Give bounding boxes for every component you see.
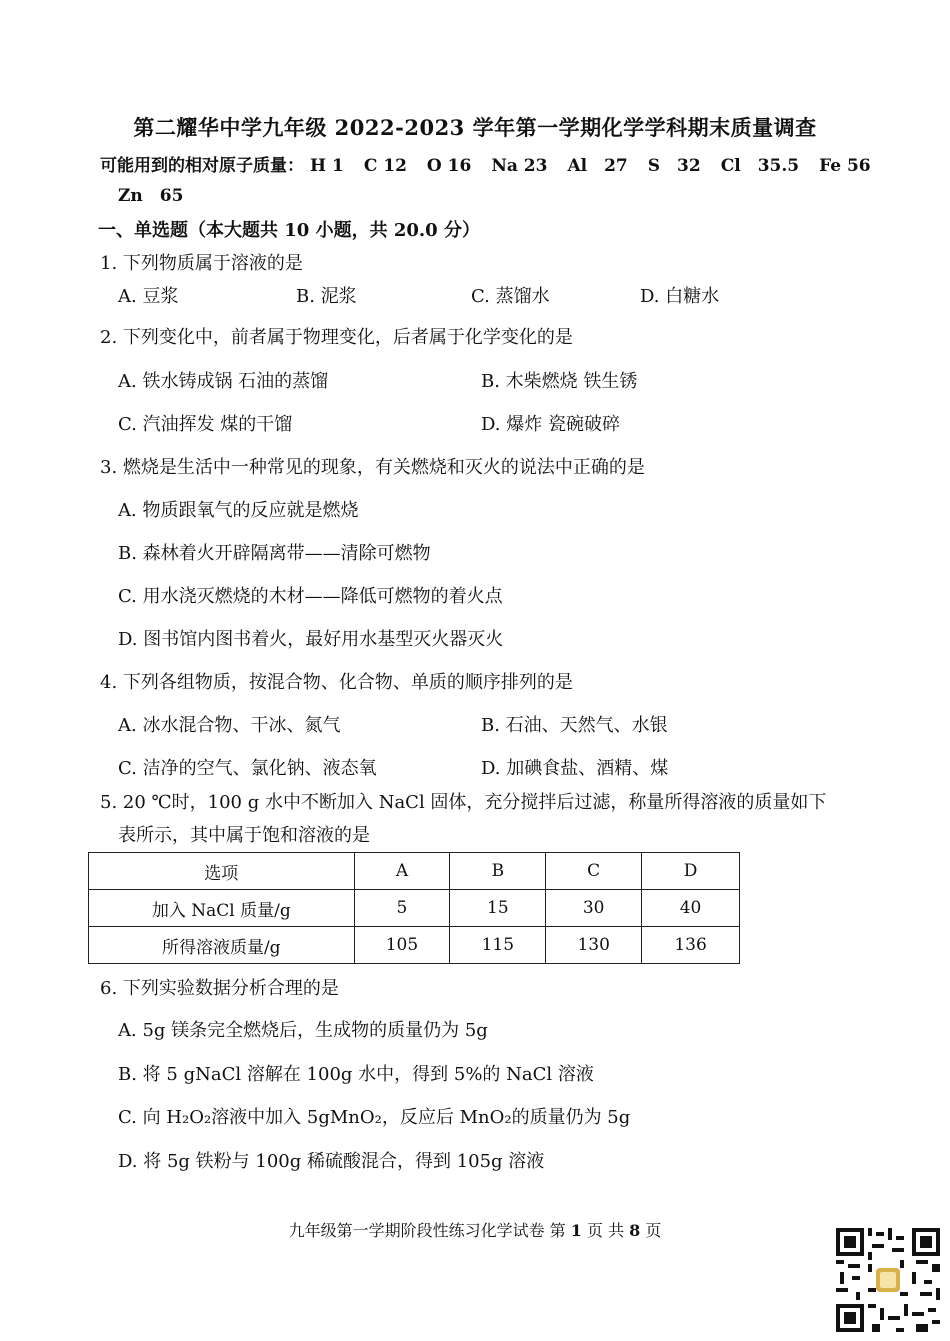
atomic-mass-item: Al 27 [567,156,628,176]
atomic-mass-item: H 1 [310,156,344,176]
q6-option-d: D. 将 5g 铁粉与 100g 稀硫酸混合，得到 105g 溶液 [118,1151,545,1172]
q1-option-a: A. 豆浆 [118,286,179,307]
table-cell: 105 [354,927,450,964]
qr-code-icon [836,1228,940,1332]
table-cell: 5 [354,890,450,927]
page-title: 第二耀华中学九年级 2022-2023 学年第一学期化学学科期末质量调查 [133,115,817,140]
table-cell: 40 [642,890,740,927]
question-3-stem: 3. 燃烧是生活中一种常见的现象，有关燃烧和灭火的说法中正确的是 [100,457,645,478]
atomic-mass-item: Na 23 [491,156,548,176]
q3-option-c: C. 用水浇灭燃烧的木材——降低可燃物的着火点 [118,586,503,607]
q1-option-b: B. 泥浆 [296,286,357,307]
table-cell: 所得溶液质量/g [89,927,355,964]
q4-option-b: B. 石油、天然气、水银 [481,715,668,736]
table-row [89,890,740,927]
q6-option-c: C. 向 H₂O₂溶液中加入 5gMnO₂，反应后 MnO₂的质量仍为 5g [118,1107,631,1128]
footer-total-pages: 8 [629,1221,641,1240]
atomic-mass-item: O 16 [426,156,472,176]
table-cell: 加入 NaCl 质量/g [89,890,355,927]
q5-table [88,852,740,964]
table-cell: 15 [450,890,546,927]
table-cell: A [354,853,450,890]
question-5-stem: 5. 20 ℃时，100 g 水中不断加入 NaCl 固体，充分搅拌后过滤，称量所得溶液的质量如下 [100,792,827,813]
q2-option-c: C. 汽油挥发 煤的干馏 [118,414,293,435]
question-6-stem: 6. 下列实验数据分析合理的是 [100,978,339,999]
atomic-mass-label: 可能用到的相对原子质量： [100,156,304,176]
footer-middle: 页 共 [581,1221,630,1240]
table-cell: 136 [642,927,740,964]
q4-option-d: D. 加碘食盐、酒精、煤 [481,758,669,779]
table-cell: 选项 [89,853,355,890]
table-cell: D [642,853,740,890]
atomic-mass-item: Cl 35.5 [720,156,800,176]
q4-option-c: C. 洁净的空气、氯化钠、液态氧 [118,758,377,779]
footer-page-number: 1 [570,1221,582,1240]
question-1-stem: 1. 下列物质属于溶液的是 [100,253,303,274]
q2-option-b: B. 木柴燃烧 铁生锈 [481,371,638,392]
q4-option-a: A. 冰水混合物、干冰、氮气 [118,715,341,736]
table-cell: 30 [546,890,642,927]
q3-option-d: D. 图书馆内图书着火，最好用水基型灭火器灭火 [118,629,504,650]
atomic-mass-item: S 32 [647,156,701,176]
q3-option-a: A. 物质跟氧气的反应就是燃烧 [118,500,359,521]
footer-suffix: 页 [640,1221,662,1240]
page-footer [0,1218,950,1241]
table-cell: 115 [450,927,546,964]
q6-option-a: A. 5g 镁条完全燃烧后，生成物的质量仍为 5g [118,1020,488,1041]
table-cell: B [450,853,546,890]
table-cell: C [546,853,642,890]
q3-option-b: B. 森林着火开辟隔离带——清除可燃物 [118,543,431,564]
question-5-stem-line2: 表所示，其中属于饱和溶液的是 [118,825,370,846]
q2-option-d: D. 爆炸 瓷碗破碎 [481,414,620,435]
question-4-stem: 4. 下列各组物质，按混合物、化合物、单质的顺序排列的是 [100,672,573,693]
atomic-mass-line [100,151,891,176]
atomic-mass-item: Fe 56 [819,156,871,176]
question-2-stem: 2. 下列变化中，前者属于物理变化，后者属于化学变化的是 [100,327,573,348]
table-row [89,927,740,964]
table-row [89,853,740,890]
footer-prefix: 九年级第一学期阶段性练习化学试卷 第 [288,1221,571,1240]
q6-option-b: B. 将 5 gNaCl 溶解在 100g 水中，得到 5%的 NaCl 溶液 [118,1064,594,1085]
section-heading: 一、单选题（本大题共 10 小题，共 20.0 分） [98,220,480,241]
atomic-mass-line-2: Zn 65 [118,186,184,206]
q2-option-a: A. 铁水铸成锅 石油的蒸馏 [118,371,329,392]
q1-option-d: D. 白糖水 [640,286,720,307]
table-cell: 130 [546,927,642,964]
atomic-mass-item: C 12 [363,156,407,176]
q1-option-c: C. 蒸馏水 [471,286,550,307]
